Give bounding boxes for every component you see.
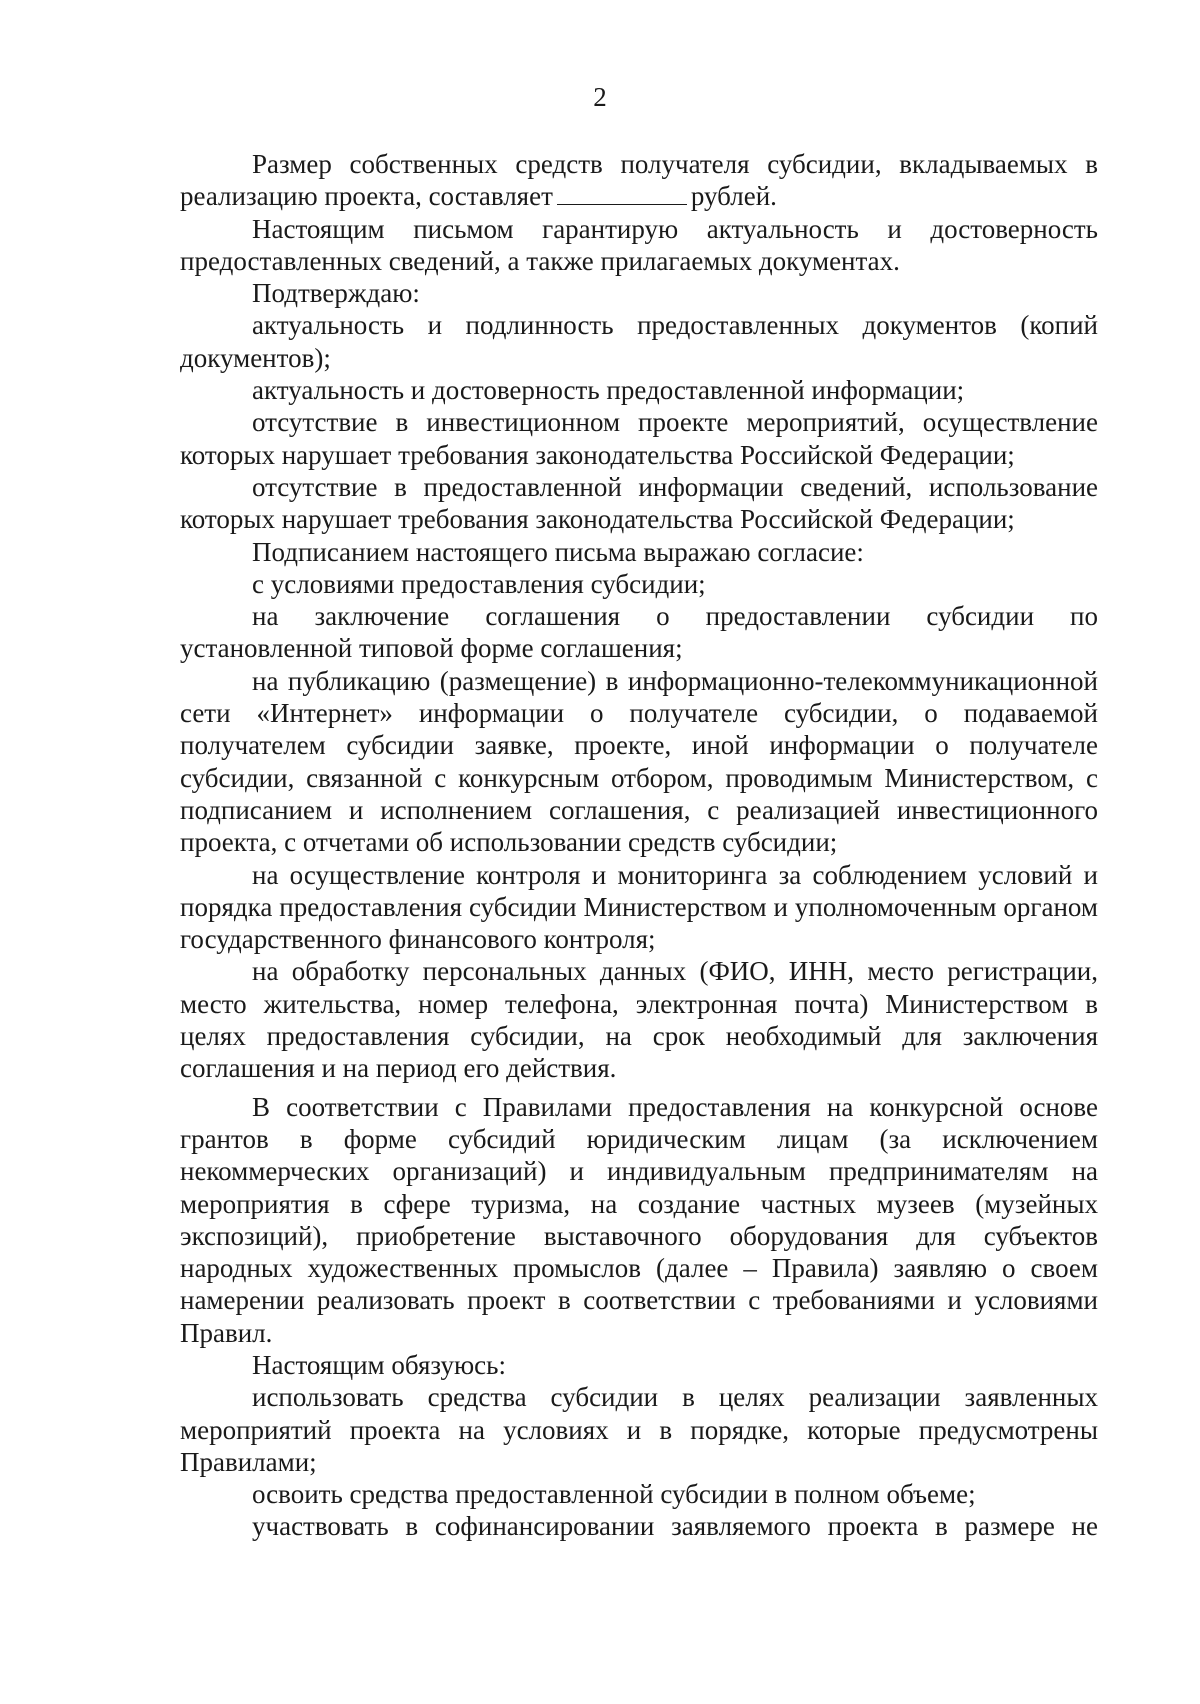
consent-item-agreement: на заключение соглашения о предоставлении субсидии по установленной типовой форме соглашения; xyxy=(180,601,1098,664)
consent-item-control: на осуществление контроля и мониторинга за соблюдением условий и порядка предоставления субсидии Министерством и уполномоченным органом государственного финансового контроля; xyxy=(180,859,1098,955)
consent-item-personal-data: на обработку персональных данных (ФИО, ИНН, место регистрации, место жительства, номер телефона, электронная почта) Министерством в целях предоставления субсидии, на срок необходимый для заключения соглашения и на период его действия. xyxy=(180,956,1098,1084)
consent-heading: Подписанием настоящего письма выражаю согласие: xyxy=(252,536,864,567)
rules-statement-paragraph: В соответствии с Правилами предоставления на конкурсной основе грантов в форме субсидий юридическим лицам (за исключением некоммерческих организаций) и индивидуальным предпринимателям на мероприятия в сфере туризма, на создание частных музеев (музейных экспозиций), приобретение выставочного оборудования для субъектов народных художественных промыслов (далее – Правила) заявляю о своем намерении реализовать проект в соответствии с требованиями и условиями Правил. xyxy=(180,1091,1098,1348)
amount-blank-line xyxy=(557,203,687,205)
obligations-heading: Настоящим обязуюсь: xyxy=(252,1349,506,1380)
confirm-item-information-usage: отсутствие в предоставленной информации сведений, использование которых нарушает требования законодательства Российской Федерации; xyxy=(180,471,1098,535)
obligation-item-full-use: освоить средства предоставленной субсидии в полном объеме; xyxy=(252,1479,976,1510)
confirm-item-information: актуальность и достоверность предоставленной информации; xyxy=(252,375,965,406)
obligation-item-use-funds: использовать средства субсидии в целях реализации заявленных мероприятий проекта на условиях и в порядке, которые предусмотрены Правилами; xyxy=(180,1382,1098,1477)
page-number: 2 xyxy=(593,82,607,112)
confirm-item-documents: актуальность и подлинность предоставленных документов (копий документов); xyxy=(180,310,1098,373)
confirm-item-project-activities: отсутствие в инвестиционном проекте мероприятий, осуществление которых нарушает требования законодательства Российской Федерации; xyxy=(180,407,1098,470)
own-funds-currency: рублей. xyxy=(690,181,777,212)
guarantee-paragraph: Настоящим письмом гарантирую актуальность и достоверность предоставленных сведений, а также прилагаемых документах. xyxy=(180,213,1098,276)
own-funds-paragraph xyxy=(180,148,1098,213)
confirm-heading: Подтверждаю: xyxy=(252,278,420,309)
consent-item-conditions: с условиями предоставления субсидии; xyxy=(252,568,706,599)
letter-body xyxy=(180,148,1098,1543)
obligation-item-cofinancing: участвовать в софинансировании заявляемого проекта в размере не xyxy=(252,1511,1098,1542)
own-funds-text: Размер собственных средств получателя субсидии, вкладываемых в реализацию проекта, составляет xyxy=(180,149,1098,212)
consent-item-publication: на публикацию (размещение) в информационно-телекоммуникационной сети «Интернет» информации о получателе субсидии, о подаваемой получателем субсидии заявке, проекте, иной информации о получателе субсидии, связанной с конкурсным отбором, проводимым Министерством, с подписанием и исполнением соглашения, с реализацией инвестиционного проекта, с отчетами об использовании средств субсидии; xyxy=(180,665,1098,858)
